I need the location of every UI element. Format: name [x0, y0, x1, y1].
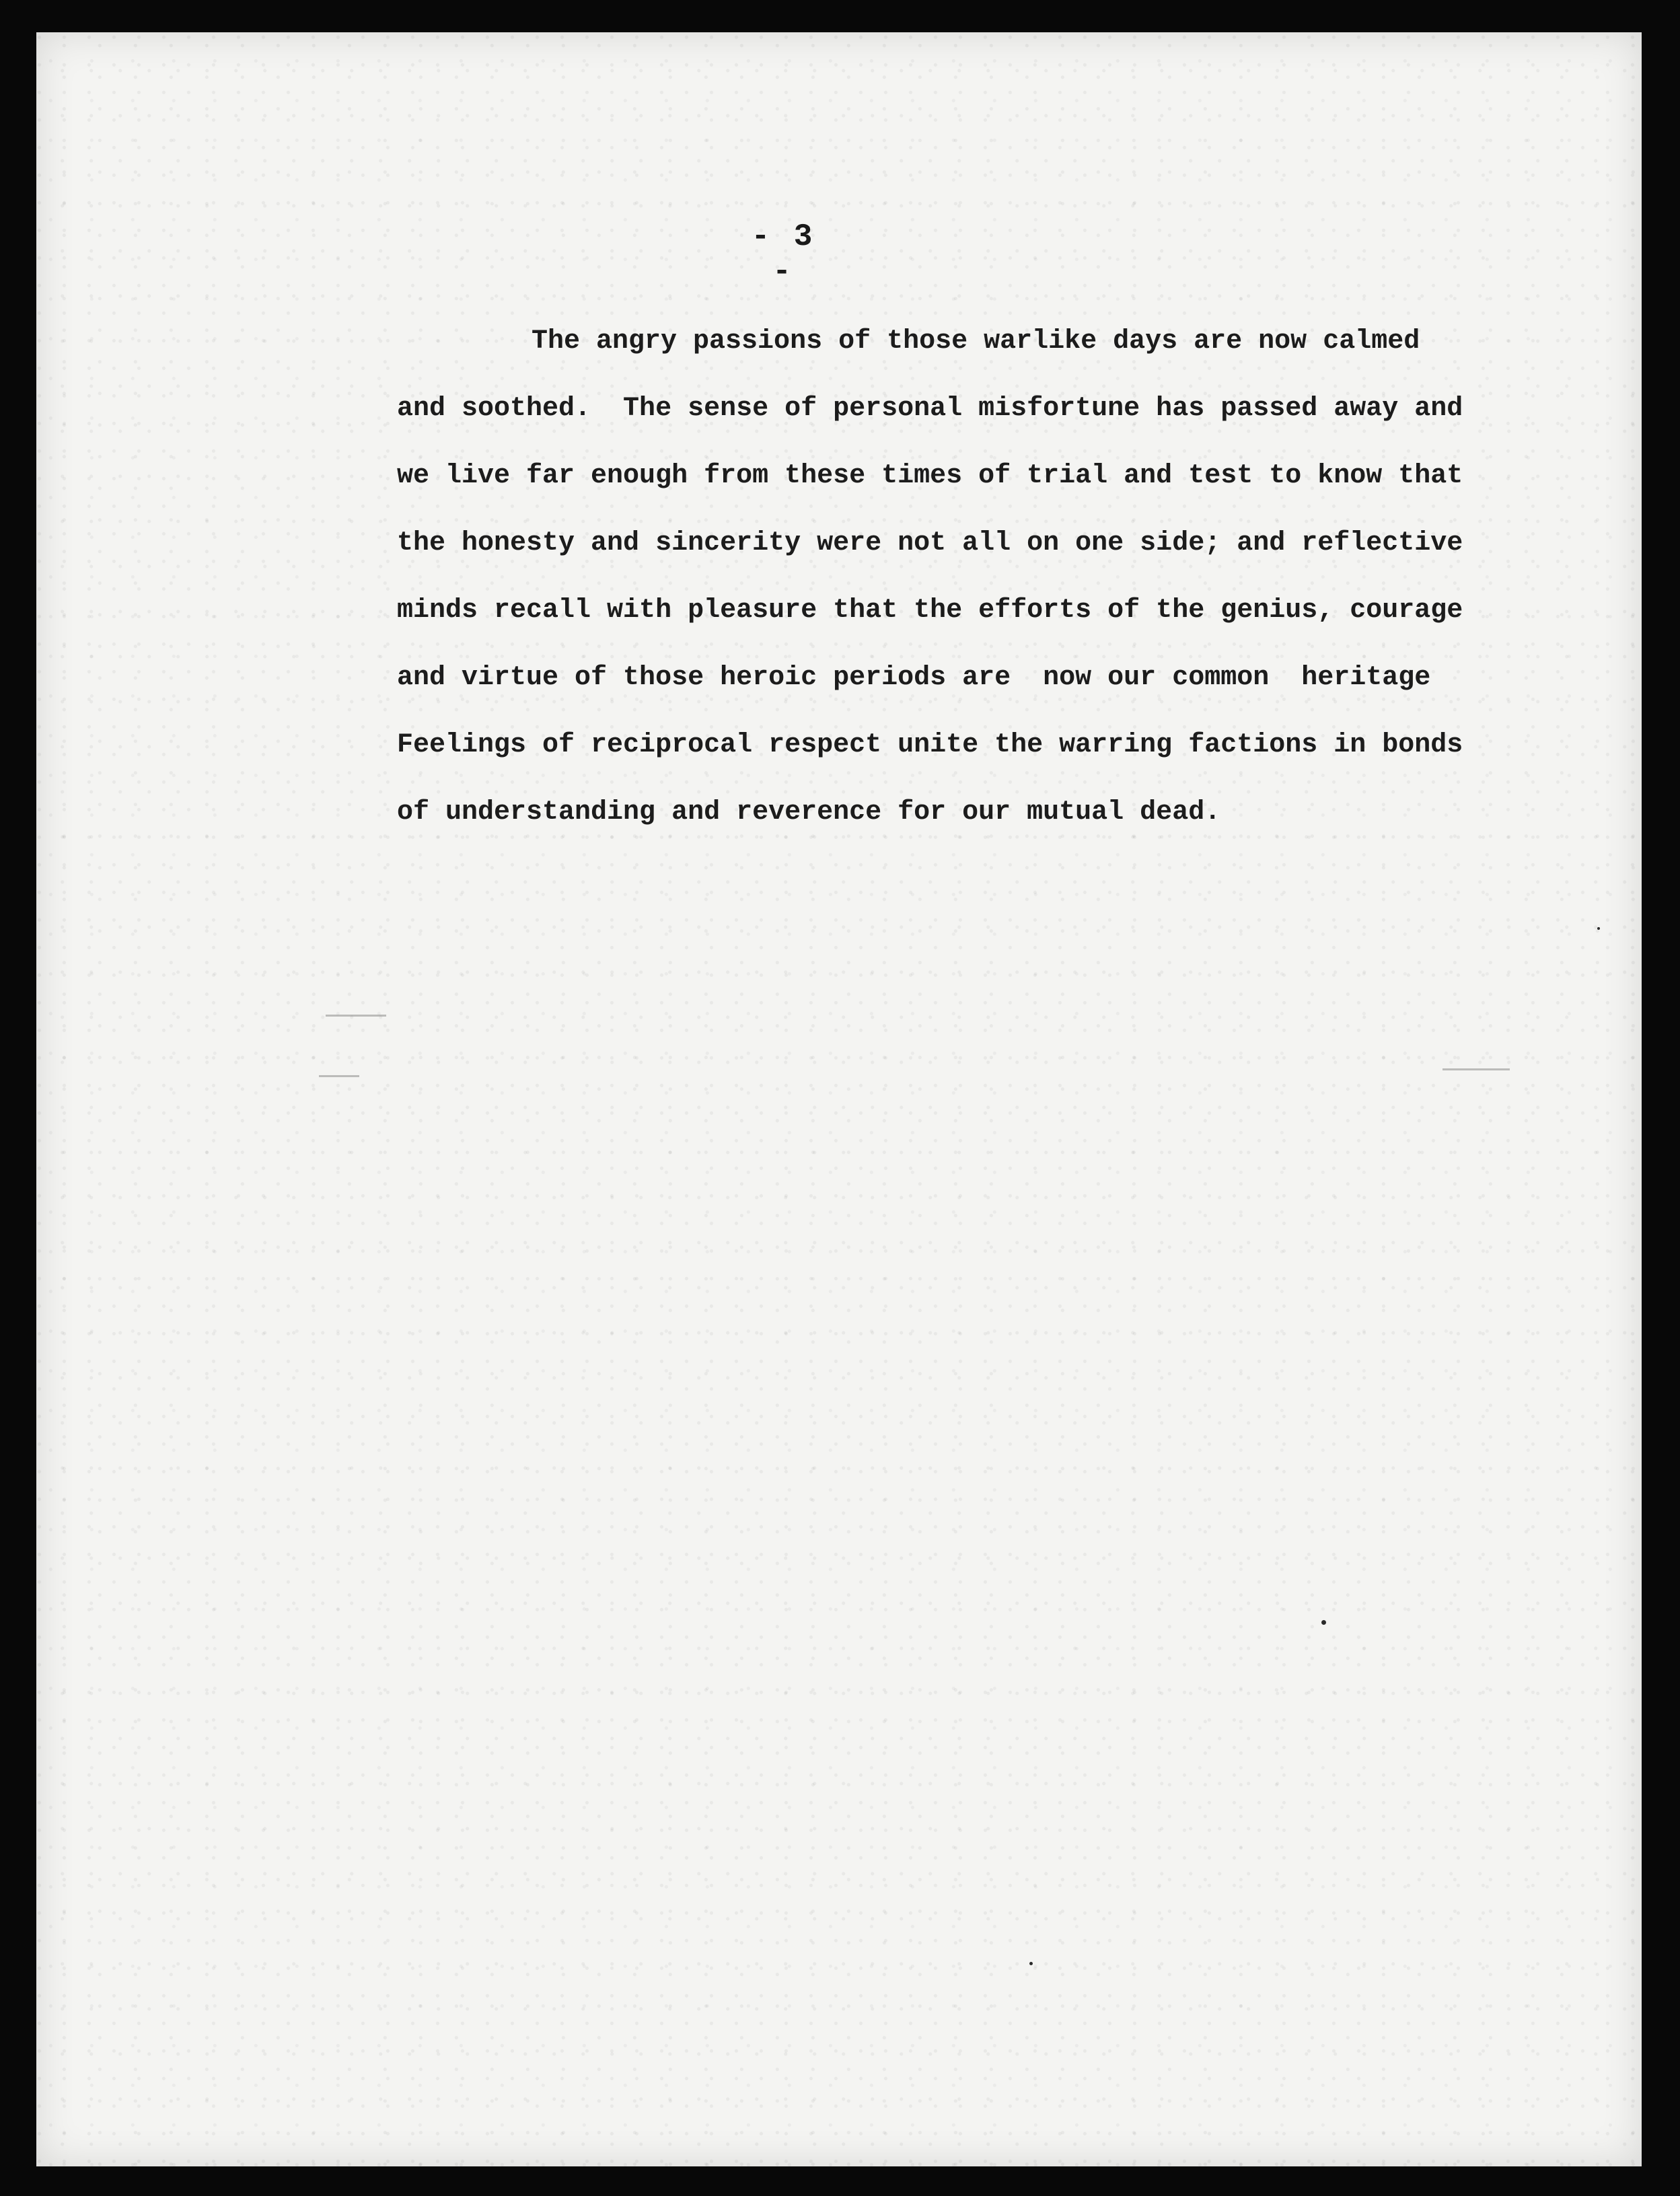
paragraph-line: and soothed. The sense of personal misfortune has passed away and [397, 394, 1463, 424]
paragraph-line: and virtue of those heroic periods are now our common heritage [397, 663, 1431, 693]
ink-speck [1321, 1620, 1326, 1625]
paragraph-line: we live far enough from these times of trial and test to know that [397, 461, 1463, 491]
paragraph-line: The angry passions of those warlike days are now calmed [532, 326, 1420, 357]
paragraph-line: Feelings of reciprocal respect unite the warring factions in bonds [397, 730, 1463, 760]
ink-speck [1029, 1962, 1033, 1965]
page-number: - 3 - [751, 219, 815, 289]
ink-speck [1597, 927, 1600, 930]
paragraph [397, 308, 1541, 846]
scan-smudge [319, 1075, 359, 1077]
paragraph-line: the honesty and sincerity were not all on one side; and reflective [397, 528, 1463, 558]
scan-smudge [1442, 1068, 1510, 1070]
scan-smudge [326, 1015, 386, 1017]
paragraph-line: minds recall with pleasure that the efforts of the genius, courage [397, 595, 1463, 626]
typewritten-page [36, 32, 1642, 2166]
paragraph-line: of understanding and reverence for our mutual dead. [397, 797, 1221, 828]
